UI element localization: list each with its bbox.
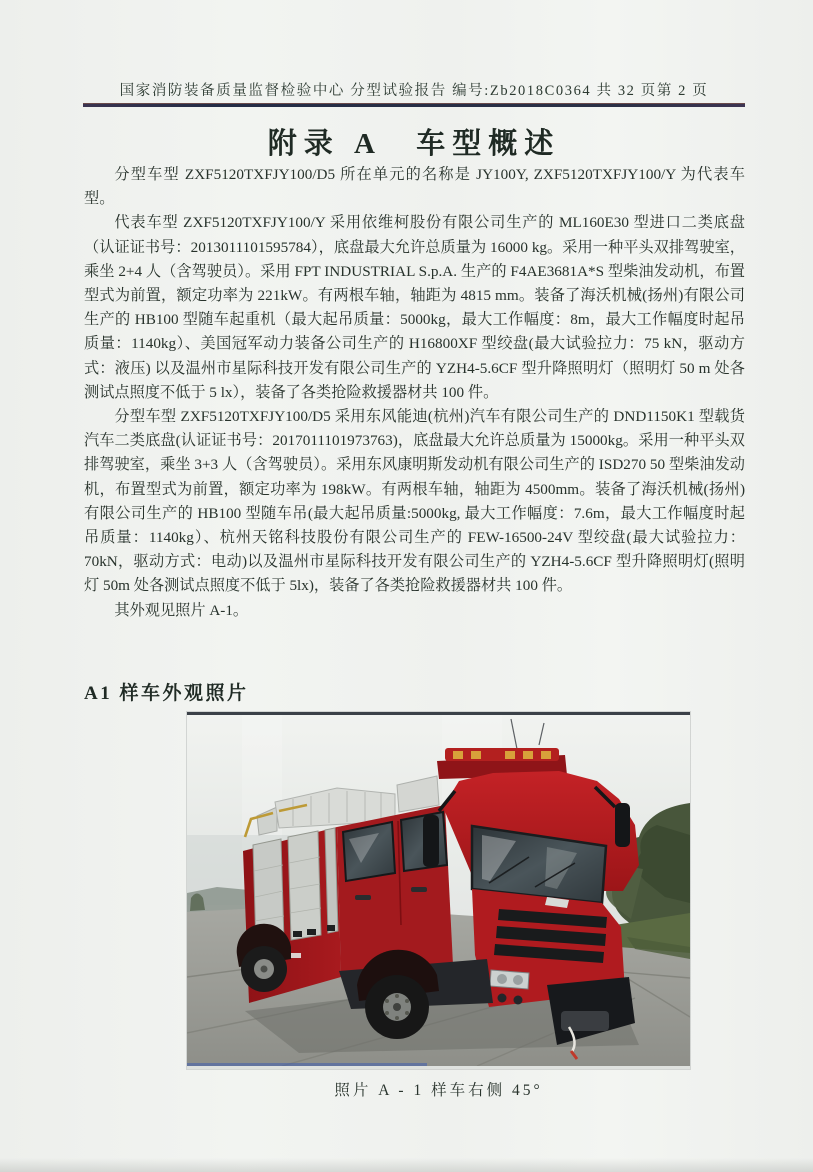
paragraph-unit-name: 分型车型 ZXF5120TXFJY100/D5 所在单元的名称是 JY100Y, ZXF5120TXFJY100/Y 为代表车型。 [84,166,745,208]
section-heading-a1: A1 样车外观照片 [84,683,249,704]
paragraph-representative-model: 代表车型 ZXF5120TXFJY100/Y 采用依维柯股份有限公司生产的 ML160E30 型进口二类底盘（认证证书号：2013011101595784），底盘最大允许总质量为 16000 kg。采用一种平头双排驾驶室，乘坐 2+4 人（含驾驶员）。采用 FPT INDUSTRIAL S.p.A. 生产的 F4AE3681A*S 型柴油发动机，布置型式为前置，额定功率为 221kW。有两根车轴，轴距为 4815 mm。装备了海沃机械(扬州)有限公司生产的 HB100 型随车起重机（最大起吊质量：5000kg，最大工作幅度：8m，最大工作幅度时起吊质量：1140kg）、美国冠军动力装备公司生产的 H16800XF 型绞盘(最大试验拉力：75 kN，驱动方式：液压) 以及温州市星际科技开发有限公司生产的 YZH4-5.6CF 型升降照明灯（照明灯 50 m 处各测试点照度不低于 5 lx），装备了各类抢险救援器材共 100 件。 [84,214,745,401]
header-divider [83,103,745,107]
page-title: 附录 A 车型概述 [267,128,561,160]
page-header: 国家消防装备质量监督检验中心 分型试验报告 编号:Zb2018C0364 共 32 页第 2 页 [119,83,709,99]
sample-vehicle-photo [187,712,690,1069]
paragraph-variant-model: 分型车型 ZXF5120TXFJY100/D5 采用东风能迪(杭州)汽车有限公司生产的 DND1150K1 型载货汽车二类底盘(认证证书号：2017011101973763)，底盘最大允许总质量为 15000kg。采用一种平头双排驾驶室，乘坐 3+3 人（含驾驶员）。采用东风康明斯发动机有限公司生产的 ISD270 50 型柴油发动机，布置型式为前置，额定功率为 198kW。有两根车轴，轴距为 4500mm。装备了海沃机械(扬州)有限公司生产的 HB100 型随车吊(最大起吊质量:5000kg, 最大工作幅度：7.6m，最大工作幅度时起吊质量：1140kg）、杭州天铭科技股份有限公司生产的 FEW-16500-24V 型绞盘(最大试验拉力：70kN，驱动方式：电动)以及温州市星际科技开发有限公司生产的 YZH4-5.6CF 型升降照明灯(照明灯 50m 处各测试点照度不低于 5lx)，装备了各类抢险救援器材共 100 件。 [84,408,745,595]
body-text [84,163,745,623]
paragraph-photo-reference: 其外观见照片 A-1。 [114,601,249,619]
fire-truck-photo-illustration [187,715,690,1066]
photo-edge-artifact [187,1063,427,1066]
photo-caption: 照片 A - 1 样车右侧 45° [334,1082,543,1099]
